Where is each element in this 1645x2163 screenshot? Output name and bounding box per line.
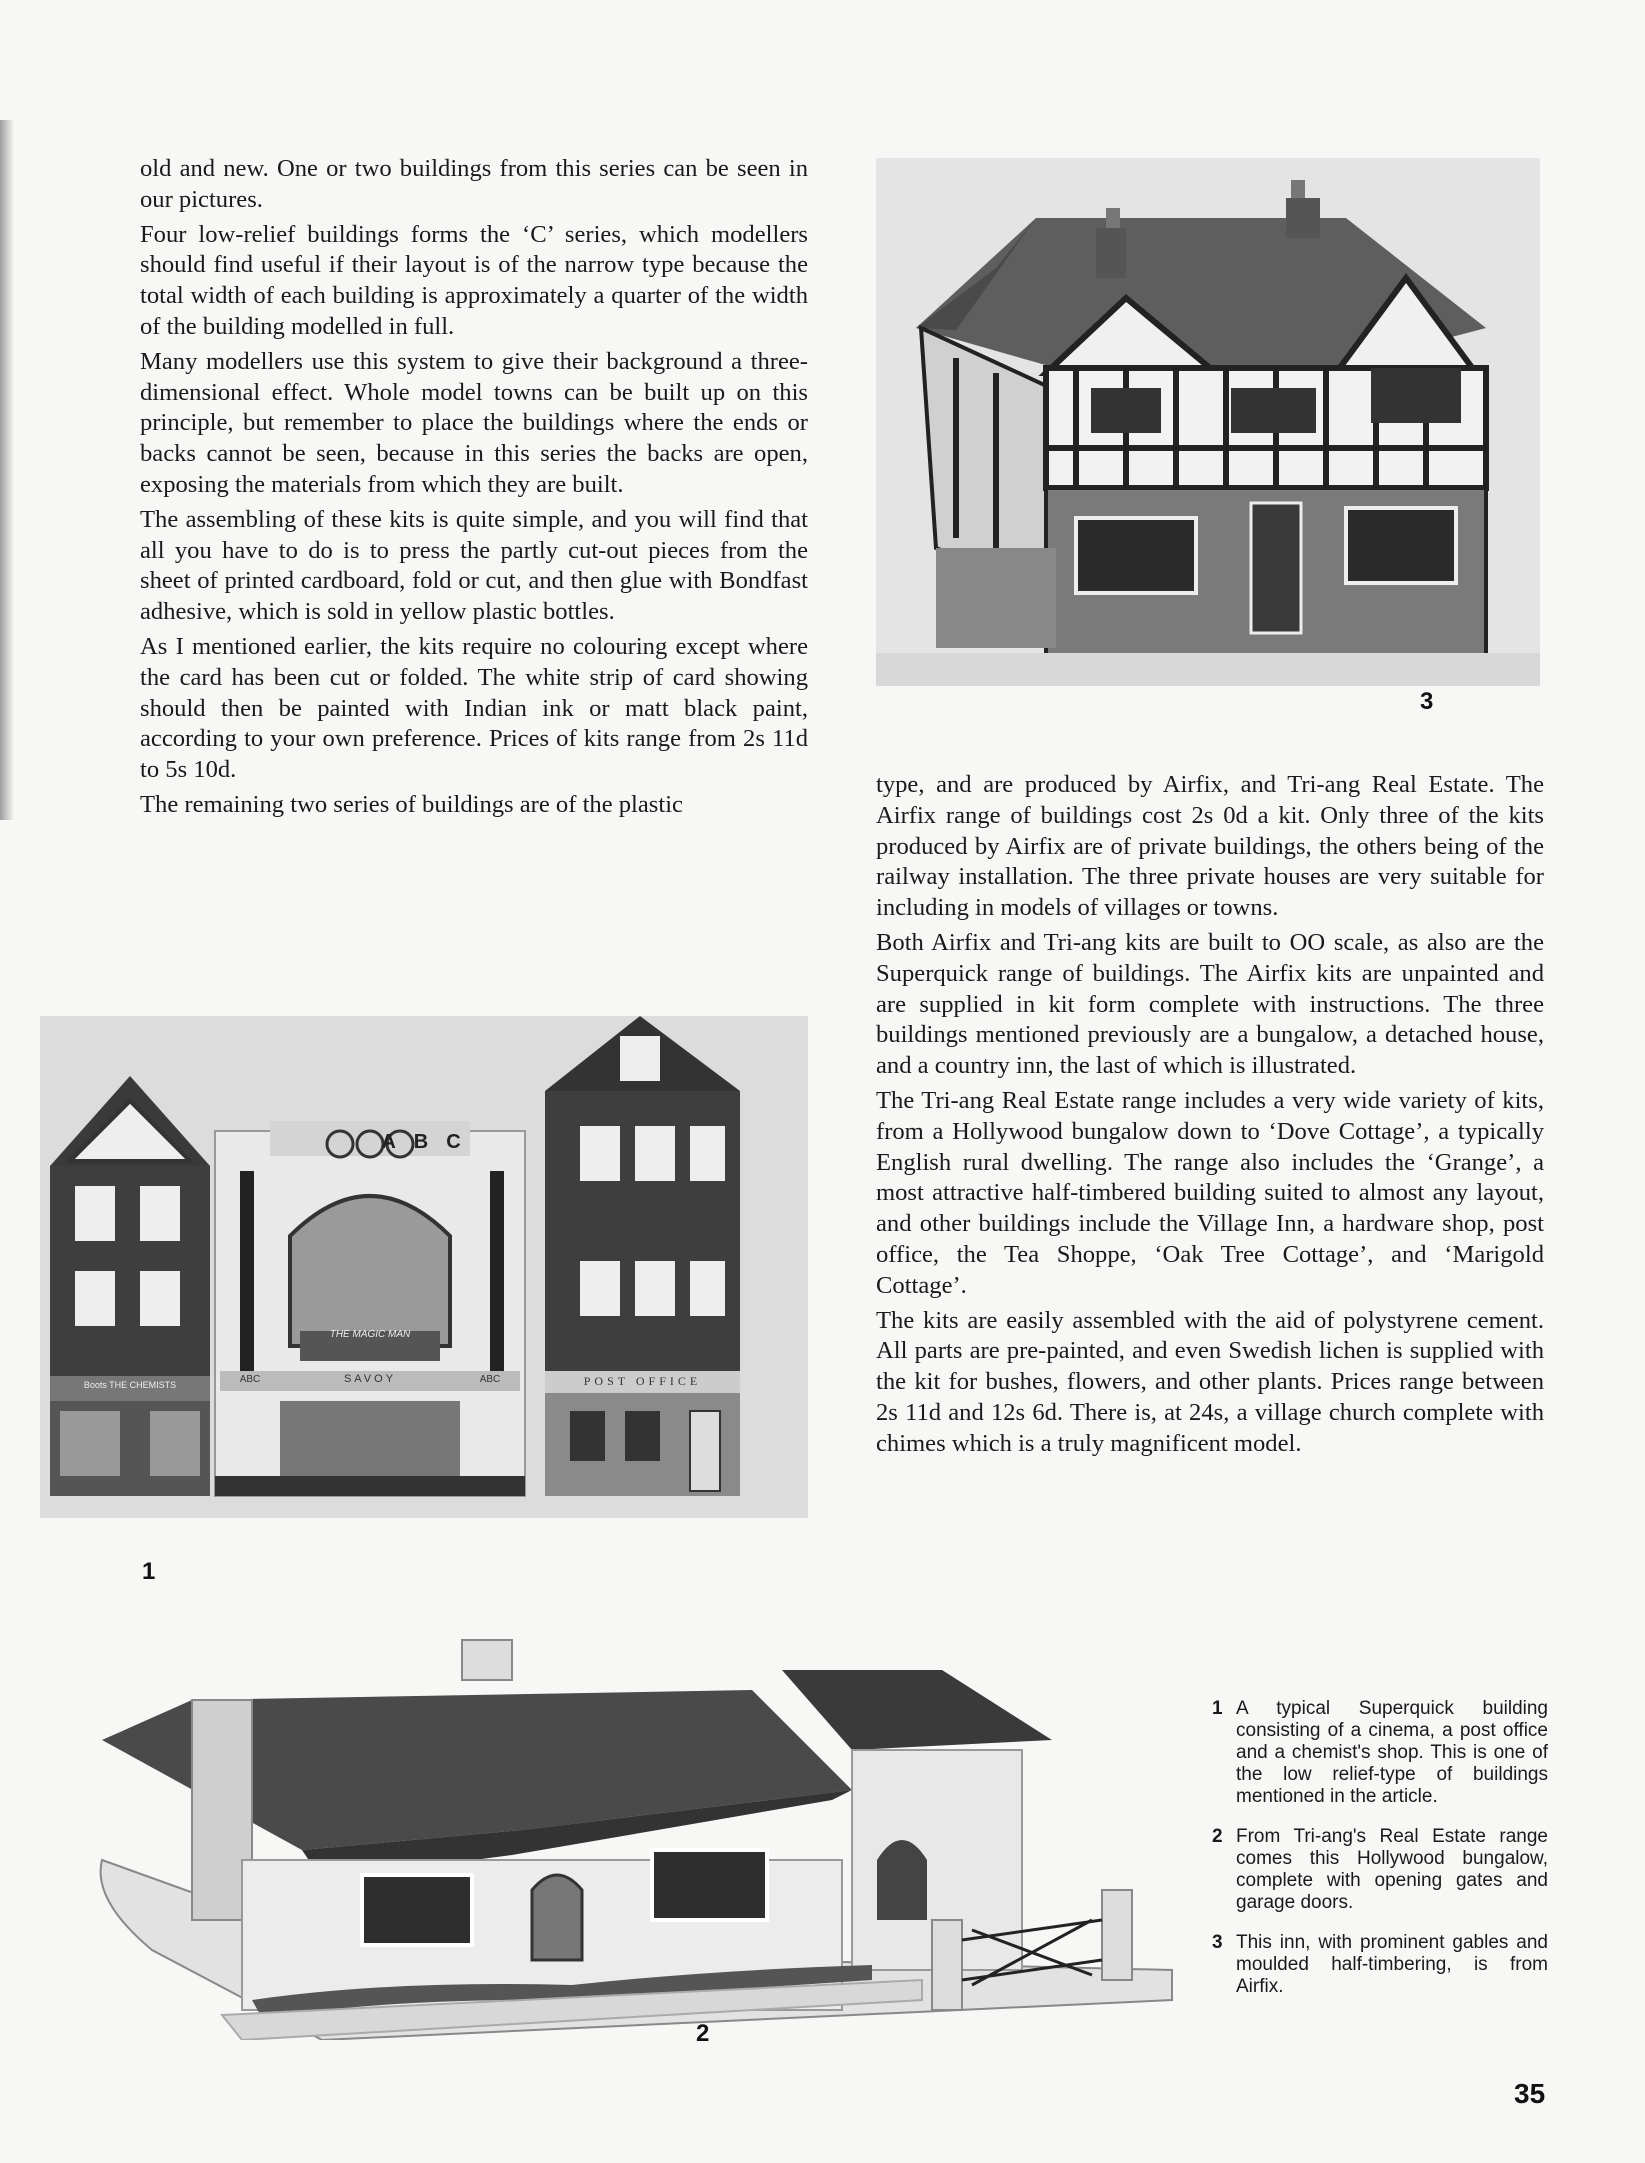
article-paragraph: The assembling of these kits is quite simple, and you will find that all you have to do is to press the partly cut-out pieces from the sheet of printed cardboard, fold or cut, and then glue with Bondfast adhesive, which is sold in yellow plastic bottles. [140, 505, 808, 626]
article-paragraph: Many modellers use this system to give their background a three-dimensional effect. Whole model towns can be built up on this principle, but remember to place the buildings where the ends or backs cannot be seen, because in this series the backs are open, exposing the materials from which they are built. [140, 347, 808, 498]
caption-1 [1212, 1698, 1548, 1808]
figure-number: 3 [1420, 688, 1434, 715]
cinema-sign: ABC [381, 1131, 479, 1153]
marquee-right: ABC [479, 1374, 501, 1385]
inn-illustration [876, 158, 1540, 686]
article-left-column [140, 154, 808, 825]
chemist-sign: Boots THE CHEMISTS [83, 1380, 177, 1390]
article-paragraph: type, and are produced by Airfix, and Tri-ang Real Estate. The Airfix range of buildings cost 2s 0d a kit. Only three of the kits produced by Airfix are of private buildings, the others being of the railway installation. The three private houses are very suitable for including in models of villages or towns. [876, 771, 1544, 922]
photo-bungalow [92, 1620, 1192, 2040]
caption-text: A typical Superquick building consisting of a cinema, a post office and a chemist's shop. This is one of the low relief-type of buildings mentioned in the article. [1236, 1698, 1548, 1807]
binding-shadow [0, 120, 14, 820]
caption-number: 2 [1212, 1826, 1223, 1847]
poster-title: THE MAGIC MAN [329, 1329, 411, 1340]
bungalow-illustration [92, 1620, 1192, 2040]
article-paragraph: Four low-relief buildings forms the ‘C’ series, which modellers should find useful if their layout is of the narrow type because the total width of each building is approximately a quarter of the width of the building modelled in full. [140, 220, 808, 340]
article-paragraph: old and new. One or two buildings from this series can be seen in our pictures. [140, 155, 808, 213]
article-right-column [876, 770, 1544, 1464]
figure-number: 2 [696, 2020, 710, 2047]
article-paragraph: The Tri-ang Real Estate range includes a very wide variety of kits, from a Hollywood bungalow down to ‘Dove Cottage’, a typically English rural dwelling. The range also includes the ‘Grange’, a most attractive half-timbered building suited to almost any layout, and other buildings include the Village Inn, a hardware shop, post office, the Tea Shoppe, ‘Oak Tree Cottage’, and ‘Marigold Cottage’. [876, 1086, 1544, 1299]
post-office-sign: POST OFFICE [583, 1374, 702, 1388]
figure-captions [1212, 1698, 1548, 2016]
photo-superquick-buildings [40, 1016, 808, 1518]
caption-number: 1 [1212, 1698, 1223, 1719]
caption-text: From Tri-ang's Real Estate range comes this Hollywood bungalow, complete with opening gates and garage doors. [1236, 1826, 1548, 1913]
photo-inn [876, 158, 1540, 686]
figure-number: 1 [142, 1558, 156, 1585]
caption-3 [1212, 1932, 1548, 1998]
cinema-name: SAVOY [343, 1373, 397, 1385]
article-paragraph: The kits are easily assembled with the aid of polystyrene cement. All parts are pre-painted, and even Swedish lichen is supplied with the kit for bushes, flowers, and other plants. Prices range between 2s 11d and 12s 6d. There is, at 24s, a village church complete with chimes which is a truly magnificent model. [876, 1306, 1544, 1457]
article-paragraph: The remaining two series of buildings are of the plastic [140, 790, 683, 818]
marquee-left: ABC [239, 1374, 261, 1385]
caption-number: 3 [1212, 1932, 1223, 1953]
article-paragraph: Both Airfix and Tri-ang kits are built to OO scale, as also are the Superquick range of buildings. The Airfix kits are unpainted and are supplied in kit form complete with instructions. The three buildings mentioned previously are a bungalow, a detached house, and a country inn, the last of which is illustrated. [876, 928, 1544, 1080]
caption-text: This inn, with prominent gables and moulded half-timbering, is from Airfix. [1236, 1932, 1548, 1997]
caption-2 [1212, 1826, 1548, 1914]
article-paragraph: As I mentioned earlier, the kits require no colouring except where the card has been cut or folded. The white strip of card showing should then be painted with Indian ink or matt black paint, according to your own preference. Prices of kits range from 2s 11d to 5s 10d. [140, 632, 808, 784]
superquick-illustration [40, 1016, 808, 1518]
page-number: 35 [1514, 2078, 1546, 2109]
